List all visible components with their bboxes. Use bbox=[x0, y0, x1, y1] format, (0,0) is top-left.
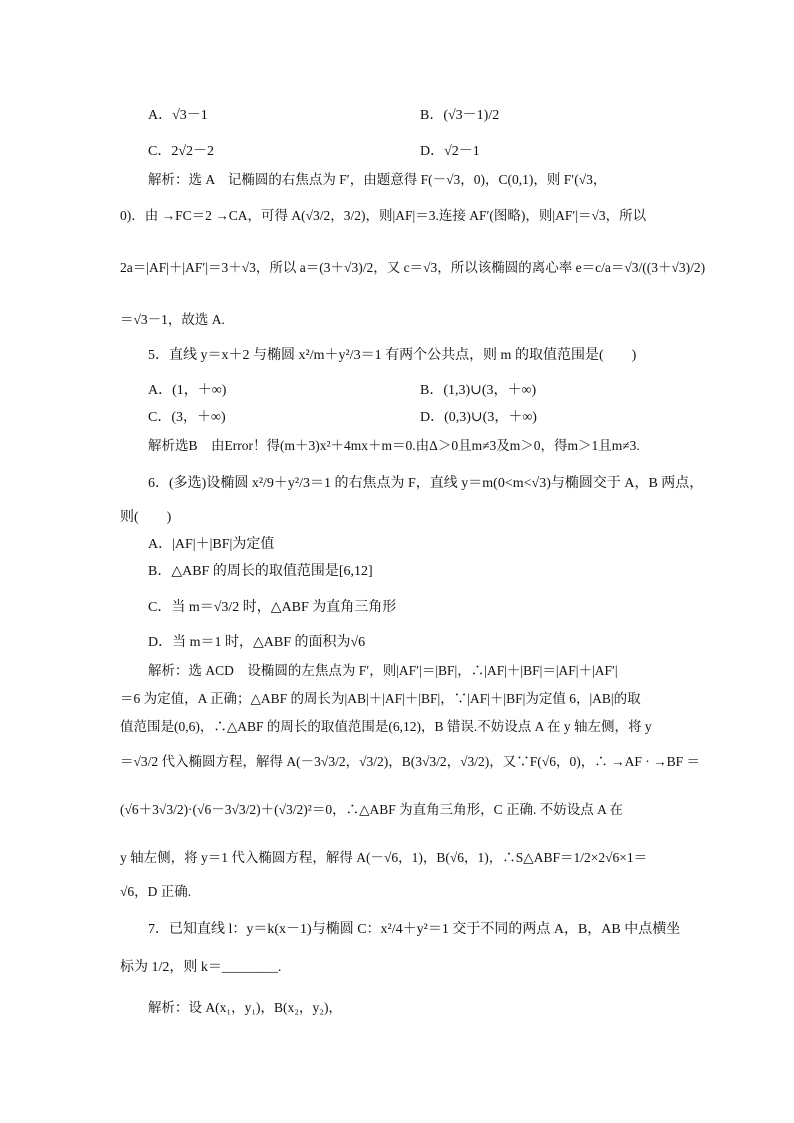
q7-solution: 解析：设 A(x₁，y₁)，B(x₂，y₂)， bbox=[148, 1000, 342, 1015]
q4-solution-line-3: 2a＝|AF|＋|AF′|＝3＋√3，所以 a＝(3＋√3)/2，又 c＝√3，所以该椭圆的离心率 e＝c/a＝√3/((3＋√3)/2) bbox=[120, 260, 706, 275]
q5-stem: 5．直线 y＝x＋2 与椭圆 x²/m＋y²/3＝1 有两个公共点，则 m 的取值范围是( ) bbox=[148, 348, 637, 363]
q6-option-c: C．当 m＝√3/2 时，△ABF 为直角三角形 bbox=[148, 600, 397, 615]
q6-solution-line-3: 值范围是(0,6)，∴△ABF 的周长的取值范围是(6,12)，B 错误.不妨设点 A 在 y 轴左侧，将 y bbox=[120, 719, 652, 734]
q4-solution-line-4: ＝√3－1，故选 A. bbox=[120, 312, 225, 327]
q5-option-b: B．(1,3)∪(3，＋∞) bbox=[420, 383, 537, 398]
q6-solution-line-1: 解析：选 ACD 设椭圆的左焦点为 F′，则|AF′|＝|BF|，∴|AF|＋|BF|＝|AF|＋|AF′| bbox=[148, 663, 618, 678]
q5-option-d: D．(0,3)∪(3，＋∞) bbox=[420, 410, 537, 425]
q4-option-a: A．√3－1 bbox=[148, 108, 208, 123]
q4-option-b: B．(√3－1)/2 bbox=[420, 108, 500, 123]
q5-option-a: A．(1，＋∞) bbox=[148, 383, 227, 398]
q6-solution-line-6: y 轴左侧，将 y＝1 代入椭圆方程，解得 A(－√6，1)，B(√6，1)，∴S△ABF＝1/2×2√6×1＝ bbox=[120, 850, 648, 865]
q4-option-d: D．√2－1 bbox=[420, 144, 480, 159]
q7-stem-line-2: 标为 1/2，则 k＝________. bbox=[120, 960, 282, 975]
q6-option-a: A．|AF|＋|BF|为定值 bbox=[148, 537, 275, 552]
q6-option-b: B．△ABF 的周长的取值范围是[6,12] bbox=[148, 564, 373, 579]
q7-stem-line-1: 7．已知直线 l：y＝k(x－1)与椭圆 C：x²/4＋y²＝1 交于不同的两点 A，B，AB 中点横坐 bbox=[148, 922, 681, 937]
q5-option-c: C．(3，＋∞) bbox=[148, 410, 226, 425]
q4-solution-line-1: 解析：选 A 记椭圆的右焦点为 F′，由题意得 F(－√3，0)，C(0,1)，则 F′(√3， bbox=[148, 172, 607, 187]
q6-stem-line-1: 6．(多选)设椭圆 x²/9＋y²/3＝1 的右焦点为 F，直线 y＝m(0<m<√3)与椭圆交于 A，B 两点， bbox=[148, 476, 704, 491]
q5-solution: 解析选B 由Error！得(m＋3)x²＋4mx＋m＝0.由Δ＞0且m≠3及m＞0，得m＞1且m≠3. bbox=[148, 438, 640, 453]
q6-stem-line-2: 则( ) bbox=[120, 510, 172, 525]
q6-option-d: D．当 m＝1 时，△ABF 的面积为√6 bbox=[148, 635, 366, 650]
q6-solution-line-5: (√6＋3√3/2)·(√6－3√3/2)＋(√3/2)²＝0，∴△ABF 为直角三角形，C 正确. 不妨设点 A 在 bbox=[120, 802, 623, 817]
q4-solution-line-2: 0)．由 →FC＝2 →CA，可得 A(√3/2，3/2)，则|AF|＝3.连接 AF′(图略)，则|AF′|＝√3，所以 bbox=[120, 208, 647, 223]
q4-option-c: C．2√2－2 bbox=[148, 144, 215, 159]
q6-solution-line-2: ＝6 为定值，A 正确；△ABF 的周长为|AB|＋|AF|＋|BF|，∵|AF|＋|BF|为定值 6，|AB|的取 bbox=[120, 691, 641, 706]
q6-solution-line-7: √6，D 正确. bbox=[120, 884, 192, 899]
q6-solution-line-4: ＝√3/2 代入椭圆方程，解得 A(－3√3/2，√3/2)，B(3√3/2，√3/2)，又∵F(√6，0)，∴ →AF · →BF ＝ bbox=[120, 754, 700, 769]
